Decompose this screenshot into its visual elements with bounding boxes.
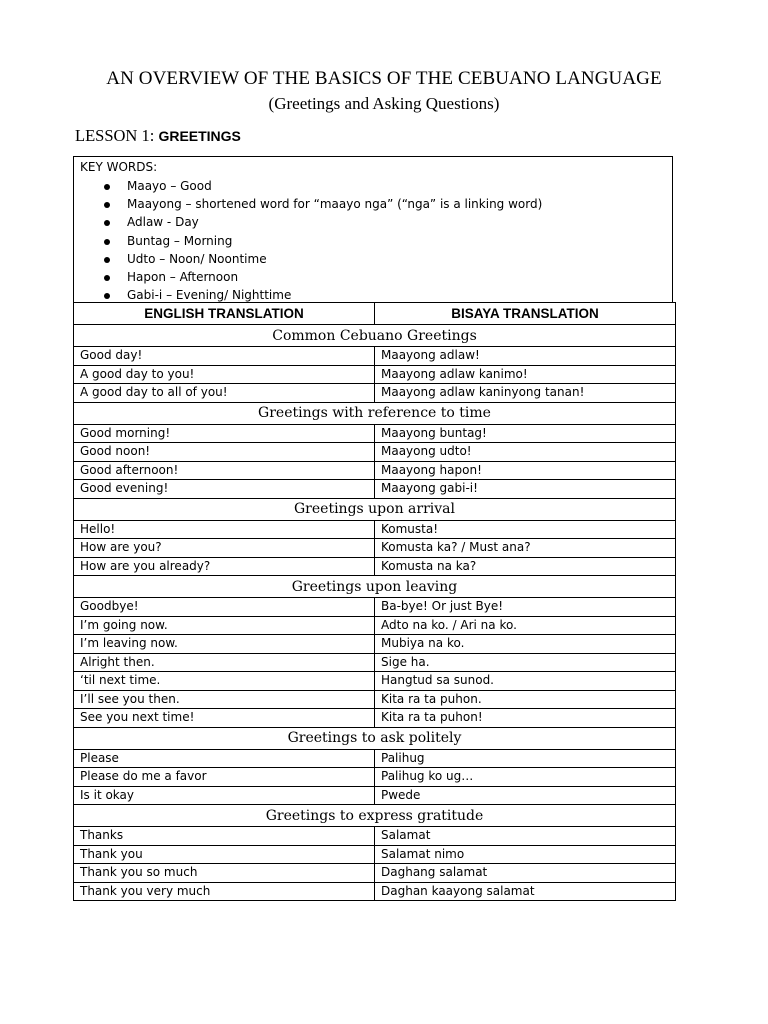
bisaya-cell: Maayong adlaw kaninyong tanan! [375,384,676,403]
bisaya-cell: Maayong adlaw! [375,347,676,366]
document-subtitle: (Greetings and Asking Questions) [268,94,500,113]
english-cell: Thank you [74,845,375,864]
table-row [74,635,676,654]
section-header-row [74,805,676,827]
bisaya-cell: Komusta! [375,520,676,539]
bisaya-cell: Maayong gabi-i! [375,480,676,499]
bisaya-cell: Adto na ko. / Ari na ko. [375,616,676,635]
lesson-topic: GREETINGS [158,128,241,144]
table-row [74,443,676,462]
table-header-row [74,303,676,325]
table-row [74,709,676,728]
bisaya-cell: Komusta na ka? [375,557,676,576]
table-row [74,347,676,366]
english-cell: Alright then. [74,653,375,672]
bisaya-cell: Salamat [375,827,676,846]
bisaya-cell: Sige ha. [375,653,676,672]
section-header-row [74,402,676,424]
english-cell: A good day to all of you! [74,384,375,403]
english-cell: Is it okay [74,786,375,805]
lesson-heading [75,126,241,146]
keyword-item: Udto – Noon/ Noontime [74,250,542,268]
section-title: Common Cebuano Greetings [74,325,676,347]
table-row [74,786,676,805]
bisaya-cell: Maayong buntag! [375,424,676,443]
english-cell: How are you? [74,539,375,558]
table-row [74,365,676,384]
section-header-row [74,498,676,520]
table-row [74,598,676,617]
table-row [74,864,676,883]
keywords-list [74,177,542,304]
english-cell: Hello! [74,520,375,539]
english-cell: I’m leaving now. [74,635,375,654]
bisaya-cell: Daghan kaayong salamat [375,882,676,901]
english-cell: Good day! [74,347,375,366]
keywords-heading: KEY WORDS: [80,160,158,174]
table-row [74,557,676,576]
bisaya-cell: Maayong hapon! [375,461,676,480]
section-title: Greetings to express gratitude [74,805,676,827]
bisaya-cell: Palihug ko ug… [375,768,676,787]
english-cell: Good morning! [74,424,375,443]
translation-table [73,302,676,901]
keyword-item: Buntag – Morning [74,232,542,250]
bisaya-cell: Hangtud sa sunod. [375,672,676,691]
english-cell: I’m going now. [74,616,375,635]
keyword-item: Gabi-i – Evening/ Nighttime [74,286,542,304]
english-cell: Thank you so much [74,864,375,883]
english-cell: Thank you very much [74,882,375,901]
english-cell: Please do me a favor [74,768,375,787]
table-row [74,461,676,480]
english-cell: I’ll see you then. [74,690,375,709]
english-cell: A good day to you! [74,365,375,384]
keyword-item: Hapon – Afternoon [74,268,542,286]
section-title: Greetings with reference to time [74,402,676,424]
table-body [74,325,676,901]
section-header-row [74,727,676,749]
header-bisaya: BISAYA TRANSLATION [375,303,676,325]
english-cell: How are you already? [74,557,375,576]
bisaya-cell: Daghang salamat [375,864,676,883]
table-row [74,749,676,768]
table-row [74,424,676,443]
keyword-item: Maayo – Good [74,177,542,195]
bisaya-cell: Kita ra ta puhon! [375,709,676,728]
table-row [74,768,676,787]
english-cell: Please [74,749,375,768]
bisaya-cell: Maayong udto! [375,443,676,462]
document-title: AN OVERVIEW OF THE BASICS OF THE CEBUANO LANGUAGE [106,68,662,89]
table-row [74,384,676,403]
lesson-label: LESSON 1: [75,126,155,145]
english-cell: Good noon! [74,443,375,462]
section-header-row [74,325,676,347]
header-english: ENGLISH TRANSLATION [74,303,375,325]
table-row [74,616,676,635]
english-cell: ‘til next time. [74,672,375,691]
english-cell: See you next time! [74,709,375,728]
table-row [74,653,676,672]
table-row [74,672,676,691]
bisaya-cell: Komusta ka? / Must ana? [375,539,676,558]
table-row [74,539,676,558]
english-cell: Goodbye! [74,598,375,617]
table-row [74,882,676,901]
table-row [74,520,676,539]
english-cell: Good evening! [74,480,375,499]
table-row [74,480,676,499]
table-row [74,845,676,864]
bisaya-cell: Salamat nimo [375,845,676,864]
keywords-box [73,156,673,302]
english-cell: Good afternoon! [74,461,375,480]
bisaya-cell: Kita ra ta puhon. [375,690,676,709]
bisaya-cell: Maayong adlaw kanimo! [375,365,676,384]
bisaya-cell: Ba-bye! Or just Bye! [375,598,676,617]
table-row [74,690,676,709]
section-header-row [74,576,676,598]
keyword-item: Adlaw - Day [74,213,542,231]
bisaya-cell: Pwede [375,786,676,805]
section-title: Greetings to ask politely [74,727,676,749]
keyword-item: Maayong – shortened word for “maayo nga” (“nga” is a linking word) [74,195,542,213]
bisaya-cell: Mubiya na ko. [375,635,676,654]
section-title: Greetings upon leaving [74,576,676,598]
bisaya-cell: Palihug [375,749,676,768]
english-cell: Thanks [74,827,375,846]
section-title: Greetings upon arrival [74,498,676,520]
table-row [74,827,676,846]
